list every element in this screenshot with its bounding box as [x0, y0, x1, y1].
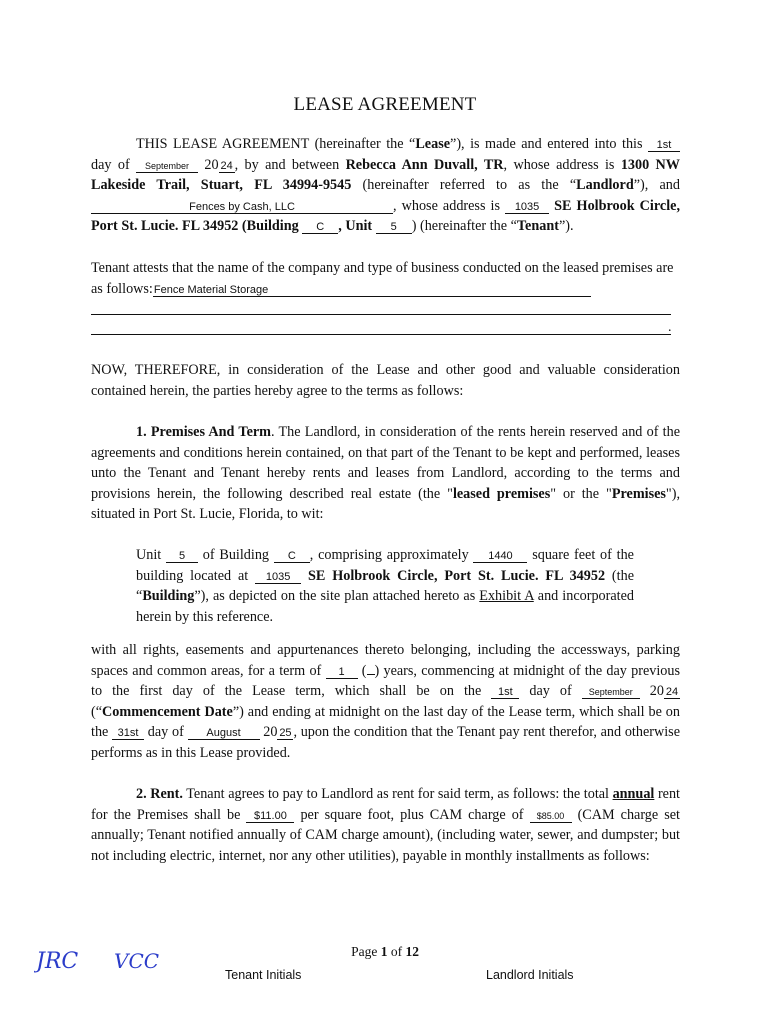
- tenant-term: Tenant: [516, 218, 559, 234]
- year-field[interactable]: 24: [220, 159, 233, 172]
- blank-line: [91, 334, 671, 335]
- text: (: [357, 662, 367, 679]
- term-years-field[interactable]: 1: [326, 666, 358, 679]
- landlord-name: Rebecca Ann Duvall, TR: [345, 156, 504, 173]
- signature-jrc: JRC: [36, 949, 79, 974]
- text: (“: [91, 703, 103, 720]
- tenant-initials-label: Tenant Initials: [225, 968, 302, 982]
- document-title: LEASE AGREEMENT: [293, 94, 477, 115]
- text: rent for the Premises shall be: [91, 786, 680, 823]
- text: " or the ": [550, 485, 612, 502]
- page-number: [0, 944, 770, 960]
- start-year-field[interactable]: 24: [665, 686, 679, 698]
- text: ”), and: [633, 177, 680, 193]
- start-day-field[interactable]: 1st: [491, 686, 519, 699]
- text: with all rights, easements and appurtenances thereto belonging, including the accessways, parking spaces and common areas, for a term of: [91, 642, 680, 679]
- text: per square foot, plus CAM charge of: [294, 806, 530, 823]
- text: day of: [144, 724, 188, 740]
- section-rent: [91, 784, 680, 866]
- text: Unit: [136, 547, 166, 563]
- signature-vcc: VCC: [114, 949, 160, 973]
- end-month-field[interactable]: August: [188, 727, 260, 740]
- text: (the “: [136, 567, 634, 604]
- text: . The Landlord, in consideration of the rents herein reserved and of the agreements and conditions herein contained, on that part of the Tenant to be kept and performed, leases unto the Tenant and Tenant hereby rents and leases from Landlord, according to the terms and provisions herein, the following described real estate (the ": [91, 424, 680, 502]
- text: , whose address is: [393, 197, 506, 214]
- section-heading: 2. Rent.: [136, 786, 183, 802]
- text: of: [387, 944, 406, 959]
- text: , Unit: [338, 218, 376, 234]
- text: of Building: [198, 547, 274, 563]
- text: square feet of the building located at: [136, 547, 634, 584]
- term-years-words-field[interactable]: [367, 674, 375, 675]
- month-field[interactable]: September: [136, 160, 198, 173]
- total-pages: 12: [405, 944, 419, 959]
- text: Tenant attests that the name of the company and type of business conducted on the leased premises are as follows:: [91, 260, 674, 297]
- text: THIS LEASE AGREEMENT (hereinafter the “: [136, 136, 416, 152]
- text: ”), is made and entered into this: [450, 136, 649, 152]
- landlord-address: 1300 NW Lakeside Trail, Stuart, FL 34994-9545: [91, 156, 680, 193]
- address-number-field[interactable]: 1035: [255, 571, 301, 584]
- text: , by and between: [234, 156, 346, 173]
- tenant-name-field[interactable]: Fences by Cash, LLC: [91, 201, 393, 214]
- annual-term: annual: [612, 786, 655, 802]
- end-year-field[interactable]: 25: [279, 727, 292, 739]
- text: (CAM charge set annually; Tenant notified annually of CAM charge amount), (including water, sewer, and dumpster; but not including electric, internet, nor any other utilities), payable in monthly installments as follows:: [91, 806, 680, 864]
- text: 20: [639, 683, 664, 699]
- term-paragraph: [91, 640, 680, 763]
- text: , whose address is: [503, 156, 621, 173]
- business-type-field[interactable]: Fence Material Storage: [153, 284, 591, 297]
- building-address: SE Holbrook Circle, Port St. Lucie. FL 34952: [301, 567, 606, 584]
- text: ”).: [558, 218, 574, 234]
- rent-rate-field[interactable]: $11.00: [246, 810, 294, 823]
- tenant-street: SE Holbrook Circle, Port St. Lucie. FL 34952 (Building: [91, 197, 680, 234]
- cam-charge-field[interactable]: $85.00: [530, 810, 572, 823]
- text: Tenant agrees to pay to Landlord as rent for said term, as follows: the total: [182, 786, 613, 802]
- lease-term: Lease: [415, 136, 451, 152]
- square-feet-field[interactable]: 1440: [473, 550, 527, 563]
- start-month-field[interactable]: September: [582, 686, 640, 699]
- text: ) years, commencing at midnight of the day previous to the first day of the Lease term, which shall be on the: [91, 662, 680, 699]
- text: day of: [91, 156, 137, 173]
- unit-field[interactable]: 5: [376, 221, 412, 234]
- landlord-term: Landlord: [576, 177, 634, 193]
- end-day-field[interactable]: 31st: [112, 727, 144, 740]
- landlord-initials-label: Landlord Initials: [486, 968, 574, 982]
- section-heading: 1. Premises And Term: [136, 424, 271, 440]
- blank-line: [91, 314, 671, 315]
- section-premises: [91, 422, 680, 525]
- premises-term: Premises: [611, 485, 666, 502]
- day-field[interactable]: 1st: [648, 139, 680, 152]
- text: 20: [259, 724, 278, 740]
- text: "), situated in Port St. Lucie, Florida, to wit:: [91, 485, 680, 522]
- building-field[interactable]: C: [302, 221, 338, 234]
- text: ”) and ending at midnight on the last day of the Lease term, which shall be on the: [91, 703, 680, 740]
- text: Page: [351, 944, 381, 959]
- unit-description-block: [136, 545, 634, 627]
- text: 20: [198, 156, 219, 173]
- commencement-date-term: Commencement Date: [102, 703, 233, 720]
- text: ”), as depicted on the site plan attached hereto as: [194, 588, 480, 604]
- building-field[interactable]: C: [274, 550, 310, 563]
- exhibit-a-reference: Exhibit A: [479, 588, 534, 604]
- leased-premises-term: leased premises: [452, 485, 551, 502]
- tenant-address-number-field[interactable]: 1035: [505, 201, 549, 214]
- text: ) (hereinafter the “: [411, 218, 517, 234]
- now-therefore-paragraph: NOW, THEREFORE, in consideration of the Lease and other good and valuable consideration contained herein, the parties hereby agree to the terms as follows:: [91, 362, 680, 399]
- business-paragraph: [91, 258, 680, 299]
- building-term: Building: [142, 588, 195, 604]
- text: , upon the condition that the Tenant pay rent therefor, and otherwise performs as in this Lease provided.: [91, 724, 680, 761]
- line-end-period: .: [668, 320, 672, 335]
- current-page: 1: [380, 944, 388, 959]
- intro-paragraph: [91, 134, 680, 237]
- text: day of: [519, 683, 582, 699]
- text: , comprising approximately: [309, 547, 474, 563]
- unit-field[interactable]: 5: [166, 550, 198, 563]
- text: (hereinafter referred to as the “: [351, 177, 577, 193]
- text: and incorporated herein by this reference.: [136, 588, 634, 625]
